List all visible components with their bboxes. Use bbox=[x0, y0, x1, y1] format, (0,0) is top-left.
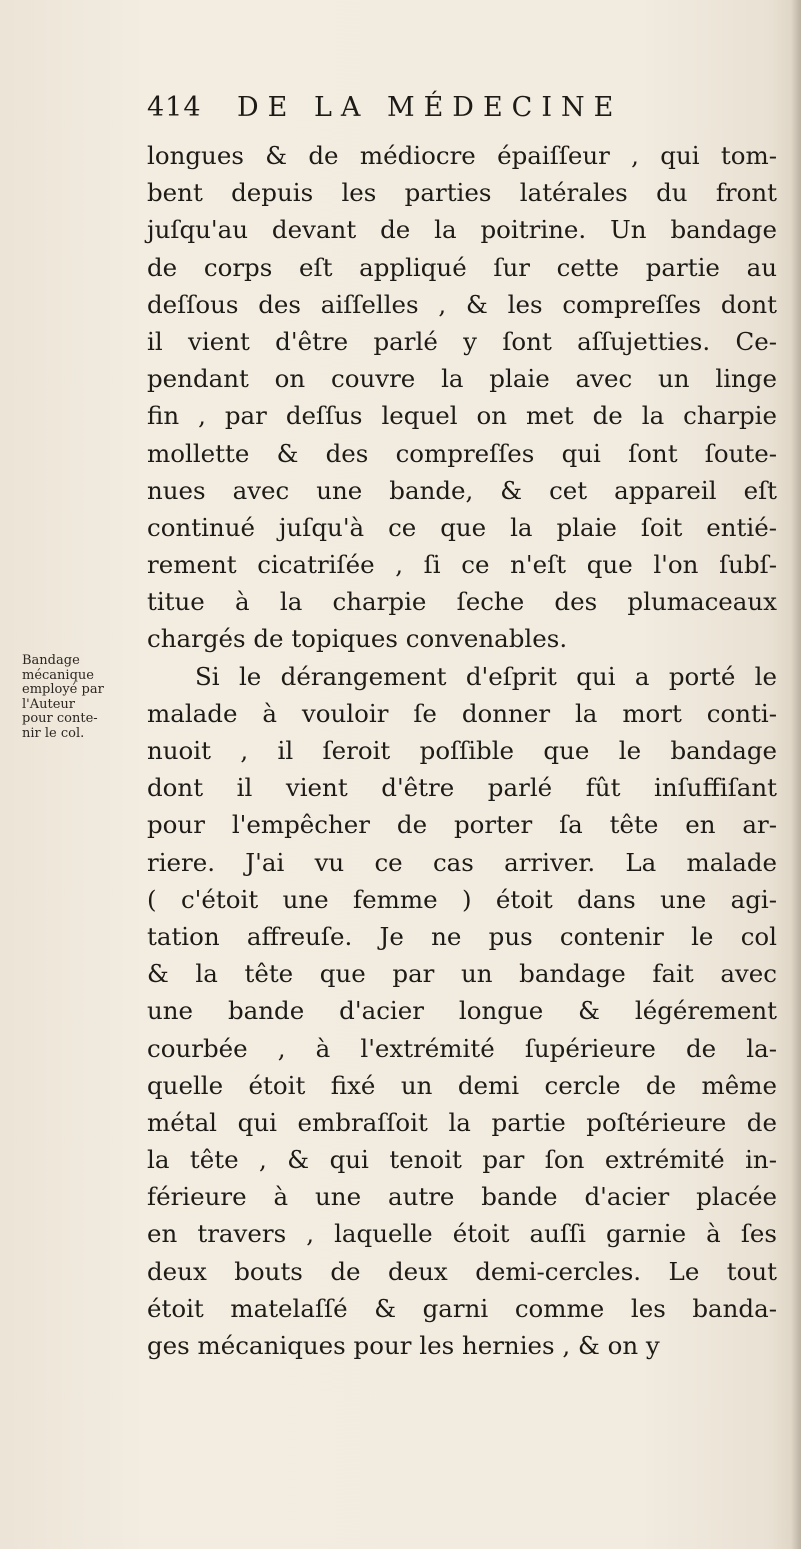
text-line: longues & de médiocre épaiſſeur , qui tom- bbox=[147, 141, 777, 170]
page-number: 414 bbox=[147, 92, 202, 123]
text-line: & la tête que par un bandage fait avec bbox=[147, 959, 777, 989]
margin-note-line: nir le col. bbox=[22, 725, 85, 741]
body-text bbox=[147, 137, 777, 1364]
text-line: une bande d'acier longue & légérement bbox=[147, 996, 777, 1026]
text-line: malade à vouloir ſe donner la mort conti- bbox=[147, 698, 777, 728]
text-line: férieure à une autre bande d'acier placée bbox=[147, 1182, 777, 1212]
text-line: de corps eſt appliqué ſur cette partie au bbox=[147, 252, 777, 282]
text-line: ges mécaniques pour les hernies , & on y bbox=[147, 1331, 660, 1360]
text-line: fin , par deſſus lequel on met de la charpie bbox=[147, 401, 777, 431]
text-line: métal qui embraſſoit la partie poſtérieure de bbox=[147, 1107, 777, 1137]
running-head: DE LA MÉDECINE bbox=[237, 92, 623, 123]
page-edge-shadow bbox=[791, 0, 801, 1549]
text-line: ( c'étoit une femme ) étoit dans une agi- bbox=[147, 884, 777, 914]
margin-note-line: mécanique bbox=[22, 667, 94, 683]
text-line: pour l'empêcher de porter ſa tête en ar- bbox=[147, 810, 777, 840]
text-line: deux bouts de deux demi-cercles. Le tout bbox=[147, 1256, 777, 1286]
text-line: il vient d'être parlé y ſont aſſujetties. Ce- bbox=[147, 326, 777, 356]
page-header bbox=[147, 92, 647, 132]
text-line: titue à la charpie ſeche des plumaceaux bbox=[147, 587, 777, 617]
text-line: étoit matelaſſé & garni comme les banda- bbox=[147, 1293, 777, 1323]
margin-note-line: l'Auteur bbox=[22, 696, 75, 712]
margin-note-line: pour conte- bbox=[22, 711, 98, 727]
text-line: pendant on couvre la plaie avec un linge bbox=[147, 364, 777, 394]
text-line: en travers , laquelle étoit auſſi garnie à ſes bbox=[147, 1219, 777, 1249]
text-line: quelle étoit fixé un demi cercle de même bbox=[147, 1070, 777, 1100]
text-line: continué juſqu'à ce que la plaie ſoit entié- bbox=[147, 512, 777, 542]
text-line: courbée , à l'extrémité ſupérieure de la- bbox=[147, 1033, 777, 1063]
text-line: nuoit , il ſeroit poſſible que le bandage bbox=[147, 736, 777, 765]
text-line: bent depuis les parties latérales du front bbox=[147, 178, 777, 208]
text-line: mollette & des compreſſes qui ſont ſoute- bbox=[147, 438, 777, 468]
margin-note-line: employé par bbox=[22, 682, 104, 698]
text-line: dont il vient d'être parlé fût inſuffiſant bbox=[147, 773, 777, 803]
paragraph-end-line: chargés de topiques convenables. bbox=[147, 624, 568, 654]
margin-note-line: Bandage bbox=[22, 653, 80, 668]
text-line: la tête , & qui tenoit par ſon extrémité in- bbox=[147, 1145, 777, 1175]
text-line: riere. J'ai vu ce cas arriver. La malade bbox=[147, 847, 777, 877]
text-line: rement cicatriſée , ſi ce n'eſt que l'on ſubſ- bbox=[147, 550, 777, 580]
margin-note bbox=[22, 654, 144, 742]
paragraph-start-line: Si le dérangement d'eſprit qui a porté le bbox=[195, 661, 777, 691]
text-line: tation affreuſe. Je ne pus contenir le col bbox=[147, 921, 777, 951]
text-line: juſqu'au devant de la poitrine. Un bandage bbox=[147, 215, 777, 245]
text-line: deſſous des aiſſelles , & les compreſſes dont bbox=[147, 289, 777, 319]
text-line: nues avec une bande, & cet appareil eſt bbox=[147, 475, 777, 505]
